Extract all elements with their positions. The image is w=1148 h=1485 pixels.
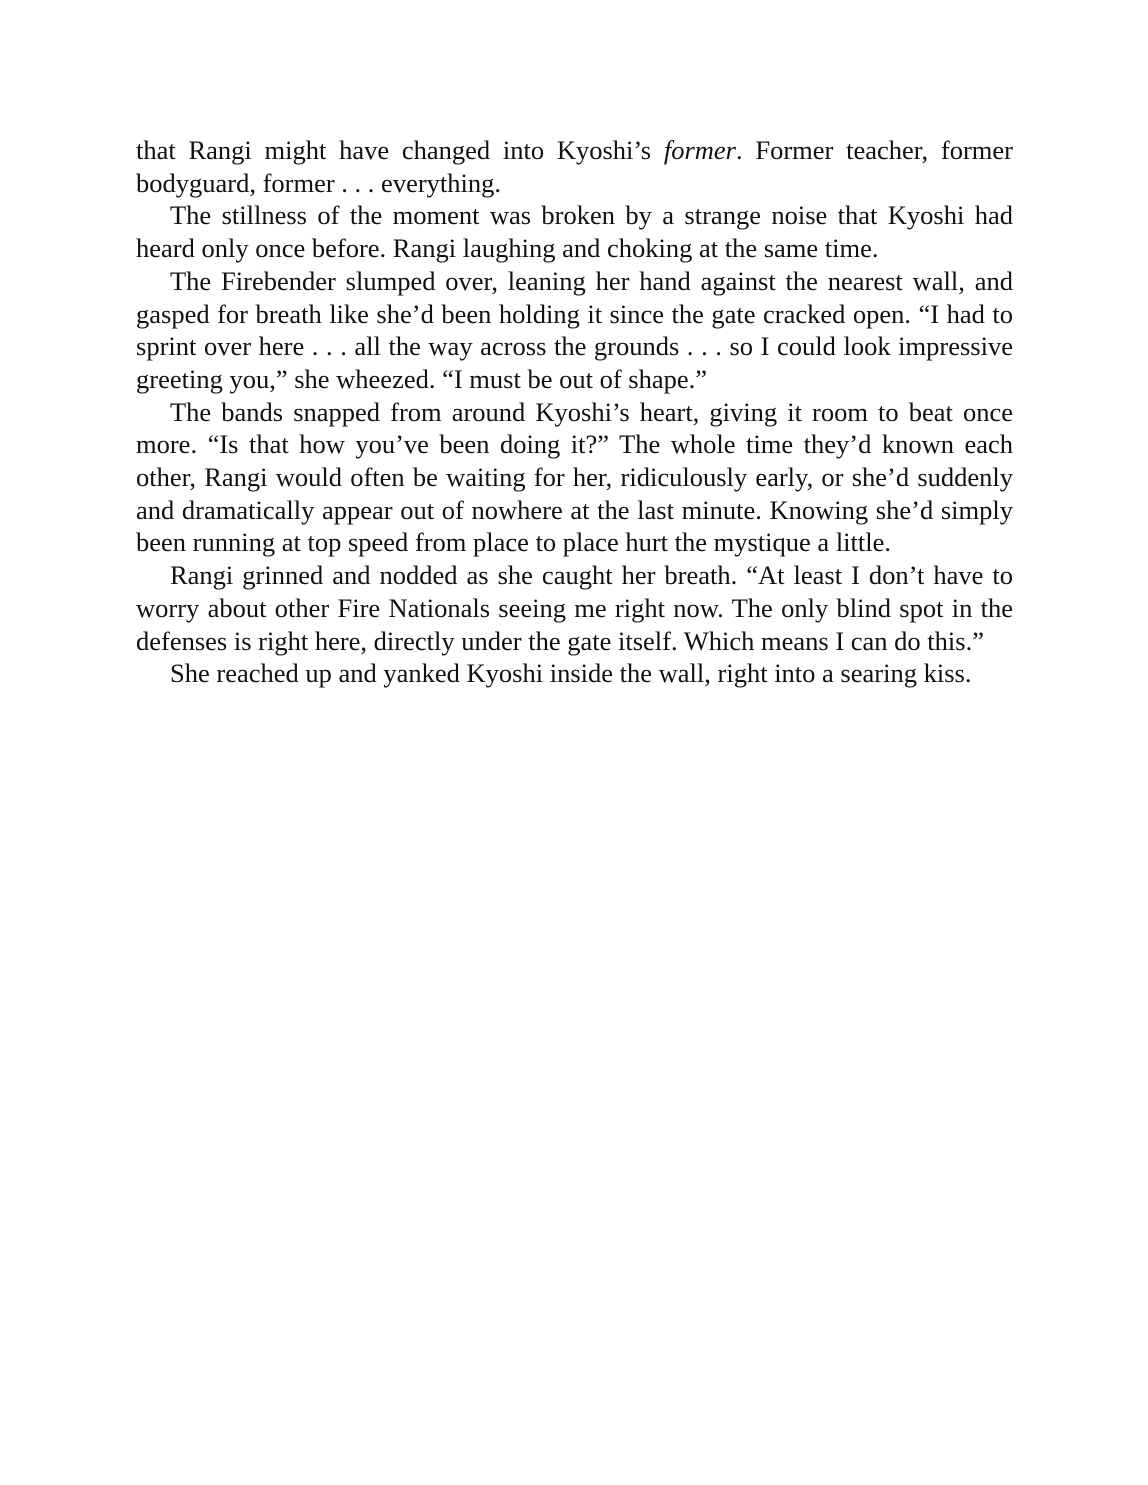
paragraph: The stillness of the moment was broken by a strange noise that Kyoshi had heard only once before. Rangi laughing and choking at the same time. — [136, 200, 1013, 264]
emphasis-former: former — [663, 135, 736, 165]
paragraph-continuation — [136, 134, 1013, 199]
paragraph-text-end: . Former teacher, former bodyguard, former . . . everything. — [136, 135, 1013, 198]
page-body — [136, 134, 1013, 690]
paragraph: The Firebender slumped over, leaning her hand against the nearest wall, and gasped for breath like she’d been holding it since the gate cracked open. “I had to sprint over here . . . all the way across the grounds . . . so I could look impressive greeting you,” she wheezed. “I must be out of shape.” — [136, 265, 1013, 394]
paragraph-text-start: that Rangi might have changed into Kyoshi’s — [136, 135, 664, 165]
paragraph: The bands snapped from around Kyoshi’s heart, giving it room to beat once more. “Is that how you’ve been doing it?” The whole time they’d known each other, Rangi would often be waiting for her, ridiculously early, or she’d suddenly and dramatically appear out of nowhere at the last minute. Knowing she’d simply been running at top speed from place to place hurt the mystique a little. — [136, 396, 1013, 558]
paragraph: She reached up and yanked Kyoshi inside the wall, right into a searing kiss. — [170, 658, 972, 689]
paragraph: Rangi grinned and nodded as she caught her breath. “At least I don’t have to worry about other Fire Nationals seeing me right now. The only blind spot in the defenses is right here, directly under the gate itself. Which means I can do this.” — [136, 560, 1013, 656]
